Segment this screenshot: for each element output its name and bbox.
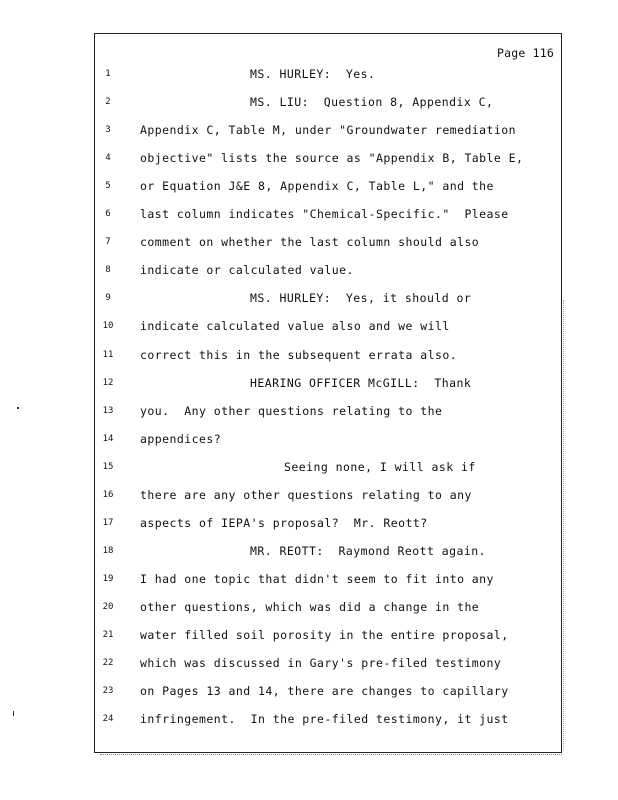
transcript-line <box>0 516 618 534</box>
transcript-line <box>0 179 618 197</box>
line-number: 20 <box>102 601 114 612</box>
line-text: objective" lists the source as "Appendix B, Table E, <box>140 151 524 166</box>
line-number: 16 <box>102 489 114 500</box>
line-number: 24 <box>102 714 114 725</box>
line-text: which was discussed in Gary's pre-filed testimony <box>140 656 502 671</box>
line-text: I had one topic that didn't seem to fit into any <box>140 571 494 586</box>
transcript-line <box>0 348 618 366</box>
transcript-line <box>0 404 618 422</box>
line-text: Appendix C, Table M, under "Groundwater remediation <box>140 123 517 138</box>
scan-edge-marks <box>563 300 566 750</box>
transcript-line <box>0 684 618 702</box>
line-number: 19 <box>102 573 114 584</box>
line-number: 21 <box>102 630 114 640</box>
line-number: 4 <box>105 153 111 164</box>
page-number: Page 116 <box>497 46 554 60</box>
scan-speck <box>17 407 19 409</box>
line-number: 23 <box>102 686 114 697</box>
line-text: correct this in the subsequent errata also. <box>140 347 458 362</box>
line-text: Seeing none, I will ask if <box>284 459 476 474</box>
footer-divider <box>100 754 562 759</box>
line-text: other questions, which was did a change in the <box>140 599 480 614</box>
line-text: HEARING OFFICER McGILL: Thank <box>250 375 472 390</box>
line-text: you. Any other questions relating to the <box>140 403 443 418</box>
line-text: infringement. In the pre-filed testimony, it just <box>140 712 509 727</box>
transcript-line <box>0 460 618 478</box>
line-number: 9 <box>105 293 111 304</box>
line-text: MS. HURLEY: Yes. <box>250 67 376 81</box>
line-number: 15 <box>102 461 114 472</box>
line-text: on Pages 13 and 14, there are changes to capillary <box>140 684 509 699</box>
line-text: aspects of IEPA's proposal? Mr. Reott? <box>140 515 428 530</box>
line-number: 3 <box>105 125 111 136</box>
line-number: 11 <box>102 349 114 360</box>
scan-speck <box>13 711 14 716</box>
transcript-line <box>0 656 618 674</box>
transcript-line <box>0 628 618 646</box>
line-text: last column indicates "Chemical-Specific." Please <box>140 207 509 222</box>
transcript-line <box>0 544 618 562</box>
line-number: 1 <box>105 69 111 79</box>
transcript-line <box>0 432 618 450</box>
line-number: 2 <box>105 97 111 108</box>
transcript-line <box>0 151 618 169</box>
line-number: 18 <box>102 545 114 556</box>
transcript-line <box>0 67 618 85</box>
line-number: 13 <box>102 405 114 416</box>
line-text: MS. LIU: Question 8, Appendix C, <box>250 95 494 110</box>
line-number: 22 <box>102 658 114 669</box>
line-number: 5 <box>105 181 111 192</box>
transcript-line <box>0 712 618 730</box>
transcript-line <box>0 600 618 618</box>
line-text: there are any other questions relating to any <box>140 487 472 502</box>
transcript-line <box>0 207 618 225</box>
line-number: 8 <box>105 265 111 276</box>
transcript-line <box>0 376 618 394</box>
line-text: MR. REOTT: Raymond Reott again. <box>250 543 486 558</box>
line-text: indicate or calculated value. <box>140 263 354 278</box>
transcript-line <box>0 319 618 337</box>
line-number: 12 <box>102 377 114 388</box>
transcript-line <box>0 95 618 113</box>
line-text: appendices? <box>140 431 222 446</box>
transcript-line <box>0 572 618 590</box>
transcript-line <box>0 488 618 506</box>
line-number: 14 <box>102 433 114 444</box>
line-number: 7 <box>105 237 111 248</box>
line-number: 10 <box>102 321 114 332</box>
line-text: MS. HURLEY: Yes, it should or <box>250 291 472 306</box>
transcript-line <box>0 291 618 309</box>
line-text: indicate calculated value also and we will <box>140 319 450 334</box>
transcript-line <box>0 235 618 253</box>
line-text: or Equation J&E 8, Appendix C, Table L," and the <box>140 179 494 194</box>
line-text: water filled soil porosity in the entire proposal, <box>140 628 509 642</box>
transcript-line <box>0 123 618 141</box>
line-number: 6 <box>105 209 111 220</box>
transcript-line <box>0 263 618 281</box>
line-text: comment on whether the last column should also <box>140 235 480 250</box>
line-number: 17 <box>102 517 114 528</box>
